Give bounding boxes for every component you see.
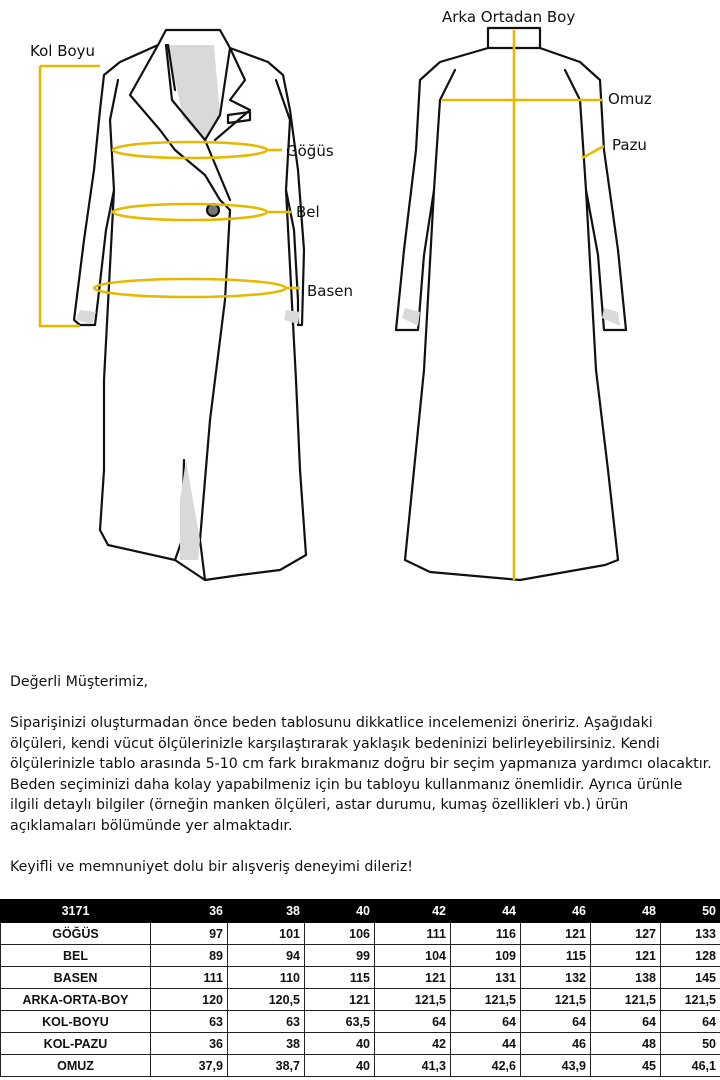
table-cell: 121 [305,989,375,1011]
row-label: BEL [1,945,151,967]
row-label: ARKA-ORTA-BOY [1,989,151,1011]
table-row [1,923,720,945]
row-label: BASEN [1,967,151,989]
gogus-ellipse [113,142,267,158]
table-cell: 121,5 [375,989,451,1011]
table-cell: 97 [151,923,228,945]
table-cell: 133 [661,923,720,945]
table-cell: 40 [305,1055,375,1077]
table-cell: 110 [228,967,305,989]
table-cell: 104 [375,945,451,967]
table-cell: 111 [151,967,228,989]
header-size: 38 [228,900,305,923]
table-cell: 99 [305,945,375,967]
pazu-line [582,146,604,158]
header-size: 42 [375,900,451,923]
customer-letter [10,672,712,877]
table-cell: 38,7 [228,1055,305,1077]
row-label: GÖĞÜS [1,923,151,945]
table-cell: 120 [151,989,228,1011]
table-cell: 116 [451,923,521,945]
header-size: 36 [151,900,228,923]
label-omuz: Omuz [608,90,652,108]
table-row [1,945,720,967]
table-header-row [1,900,720,923]
table-cell: 64 [451,1011,521,1033]
table-cell: 63 [151,1011,228,1033]
row-label: KOL-PAZU [1,1033,151,1055]
label-gogus: Göğüs [286,142,334,160]
row-label: OMUZ [1,1055,151,1077]
table-cell: 48 [591,1033,661,1055]
letter-paragraph-1: Siparişinizi oluşturmadan önce beden tablosunu dikkatlice incelemenizi öneririz. Aşağıdaki ölçüleri, kendi vücut ölçülerinizle karşılaştırarak yaklaşık bedeninizi belirleyebilirsiniz. Kendi ölçülerinizle tablo arasında 5-10 cm fark bırakmanız doğru bir seçim yapmanıza yardımcı olacaktır. [10,715,712,772]
table-cell: 43,9 [521,1055,591,1077]
table-row [1,967,720,989]
table-cell: 42 [375,1033,451,1055]
table-cell: 44 [451,1033,521,1055]
letter-greeting: Değerli Müşterimiz, [10,674,149,690]
table-cell: 94 [228,945,305,967]
size-table [0,899,720,1077]
table-cell: 101 [228,923,305,945]
label-bel: Bel [296,203,320,221]
table-cell: 132 [521,967,591,989]
label-basen: Basen [307,282,354,300]
header-product-code: 3171 [1,900,151,923]
table-cell: 45 [591,1055,661,1077]
table-row [1,989,720,1011]
table-cell: 121,5 [521,989,591,1011]
table-cell: 138 [591,967,661,989]
table-cell: 121,5 [451,989,521,1011]
table-cell: 121 [521,923,591,945]
table-cell: 109 [451,945,521,967]
table-cell: 63,5 [305,1011,375,1033]
table-row [1,1011,720,1033]
table-cell: 41,3 [375,1055,451,1077]
table-cell: 115 [305,967,375,989]
table-cell: 121 [375,967,451,989]
table-cell: 37,9 [151,1055,228,1077]
table-cell: 64 [375,1011,451,1033]
table-cell: 121,5 [661,989,720,1011]
kol-boyu-bracket [40,66,80,326]
table-cell: 64 [591,1011,661,1033]
table-cell: 46,1 [661,1055,720,1077]
bel-ellipse [113,204,267,220]
table-row [1,1055,720,1077]
table-cell: 36 [151,1033,228,1055]
table-cell: 50 [661,1033,720,1055]
table-cell: 106 [305,923,375,945]
back-coat [396,28,626,580]
table-cell: 46 [521,1033,591,1055]
table-cell: 111 [375,923,451,945]
table-cell: 64 [661,1011,720,1033]
table-cell: 120,5 [228,989,305,1011]
table-cell: 121,5 [591,989,661,1011]
row-label: KOL-BOYU [1,1011,151,1033]
header-size: 44 [451,900,521,923]
table-cell: 131 [451,967,521,989]
table-cell: 121 [591,945,661,967]
table-cell: 115 [521,945,591,967]
table-row [1,1033,720,1055]
label-kol-boyu: Kol Boyu [30,42,96,60]
header-size: 46 [521,900,591,923]
table-cell: 42,6 [451,1055,521,1077]
table-cell: 64 [521,1011,591,1033]
front-coat [74,30,306,580]
table-cell: 127 [591,923,661,945]
header-size: 40 [305,900,375,923]
header-size: 48 [591,900,661,923]
table-cell: 38 [228,1033,305,1055]
basen-ellipse [94,279,286,297]
letter-paragraph-2: Beden seçiminizi daha kolay yapabilmeniz için bu tabloyu kullanmanız önemlidir. Ayrıca ürünle ilgili detaylı bilgiler (örneğin manken ölçüleri, astar durumu, kumaş özellikleri vb.) ürün açıklamaları bölümünde yer almaktadır. [10,776,683,834]
label-pazu: Pazu [612,136,647,154]
table-cell: 40 [305,1033,375,1055]
table-cell: 145 [661,967,720,989]
header-size: 50 [661,900,720,923]
table-cell: 89 [151,945,228,967]
table-cell: 128 [661,945,720,967]
table-cell: 63 [228,1011,305,1033]
label-arka-ortadan-boy: Arka Ortadan Boy [442,8,576,26]
letter-closing: Keyifli ve memnuniyet dolu bir alışveriş deneyimi dileriz! [10,858,413,875]
